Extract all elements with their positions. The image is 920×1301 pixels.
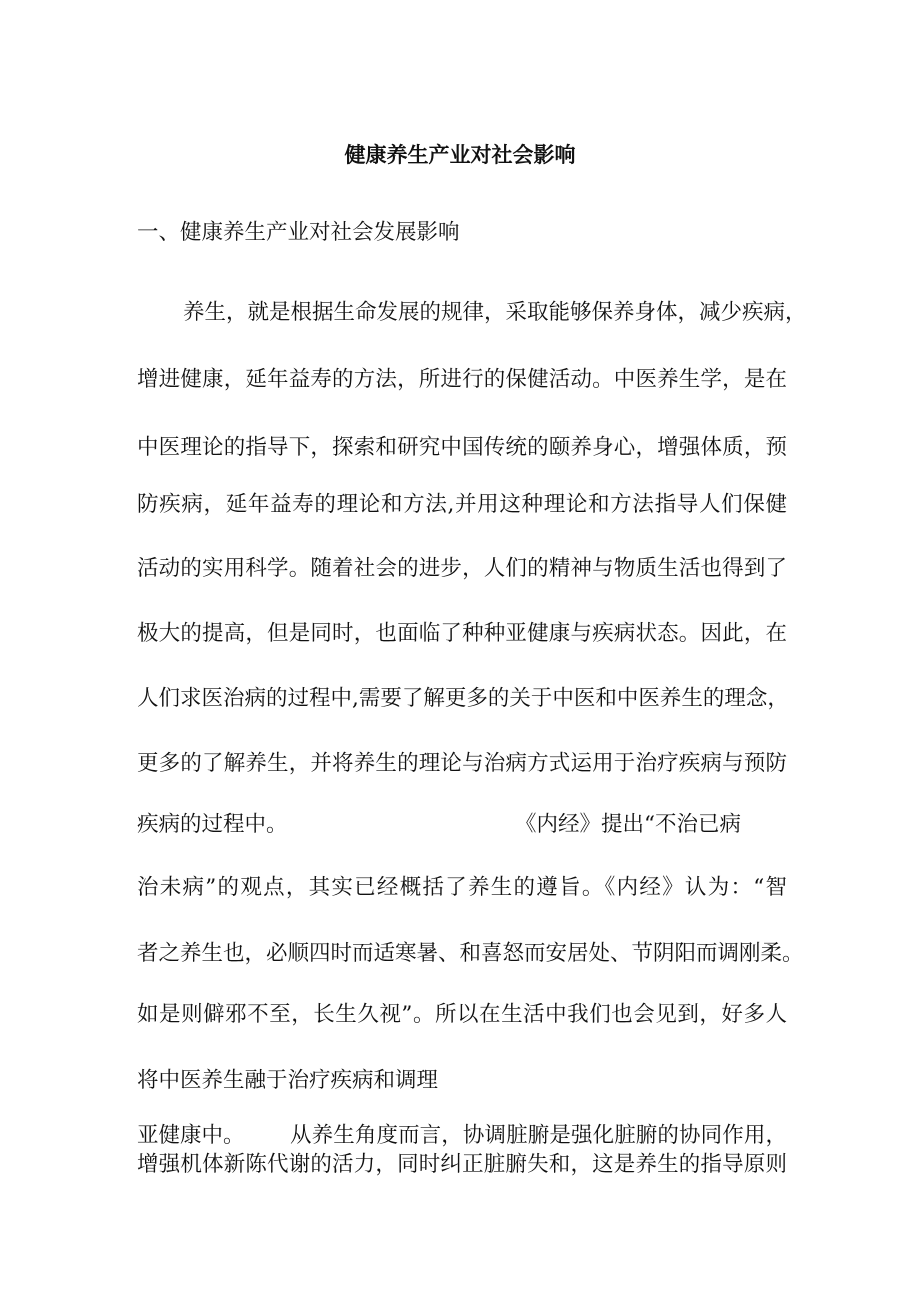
- paragraph-line: 将中医养生融于治疗疾病和调理: [137, 1068, 439, 1093]
- paragraph-line: 增进健康，延年益寿的方法，所进行的保健活动。中医养生学，是在: [137, 367, 787, 392]
- paragraph-line: 者之养生也，必顺四时而适寒暑、和喜怒而安居处、节阴阳而调刚柔。: [137, 941, 804, 966]
- paragraph-line: 极大的提高，但是同时，也面临了种种亚健康与疾病状态。因此，在: [137, 621, 787, 646]
- paragraph-line: 更多的了解养生，并将养生的理论与治病方式运用于治疗疾病与预防: [137, 751, 787, 776]
- paragraph-line-right: 从养生角度而言，协调脏腑是强化脏腑的协同作用，: [290, 1123, 787, 1148]
- document-title: 健康养生产业对社会影响: [344, 142, 576, 167]
- paragraph-line-right: 《内经》提出“不治已病: [515, 812, 741, 837]
- paragraph-line: 治未病”的观点，其实已经概括了养生的遵旨。《内经》认为：“智: [137, 875, 787, 900]
- paragraph-line: 防疾病，延年益寿的理论和方法,并用这种理论和方法指导人们保健: [137, 492, 787, 517]
- paragraph-line: 中医理论的指导下，探索和研究中国传统的颐养身心，增强体质，预: [137, 435, 787, 460]
- paragraph-line: 增强机体新陈代谢的活力，同时纠正脏腑失和，这是养生的指导原则: [137, 1152, 787, 1177]
- paragraph-line-left: 亚健康中。: [137, 1123, 245, 1148]
- paragraph-line: 养生，就是根据生命发展的规律，采取能够保养身体，减少疾病，: [183, 300, 807, 325]
- paragraph-line: 活动的实用科学。随着社会的进步，人们的精神与物质生活也得到了: [137, 556, 787, 581]
- paragraph-line: 如是则僻邪不至，长生久视”。所以在生活中我们也会见到，好多人: [137, 1002, 787, 1027]
- paragraph-line-left: 疾病的过程中。: [137, 812, 288, 837]
- paragraph-line: 人们求医治病的过程中,需要了解更多的关于中医和中医养生的理念，: [137, 686, 789, 711]
- section-heading: 一、健康养生产业对社会发展影响: [137, 220, 460, 245]
